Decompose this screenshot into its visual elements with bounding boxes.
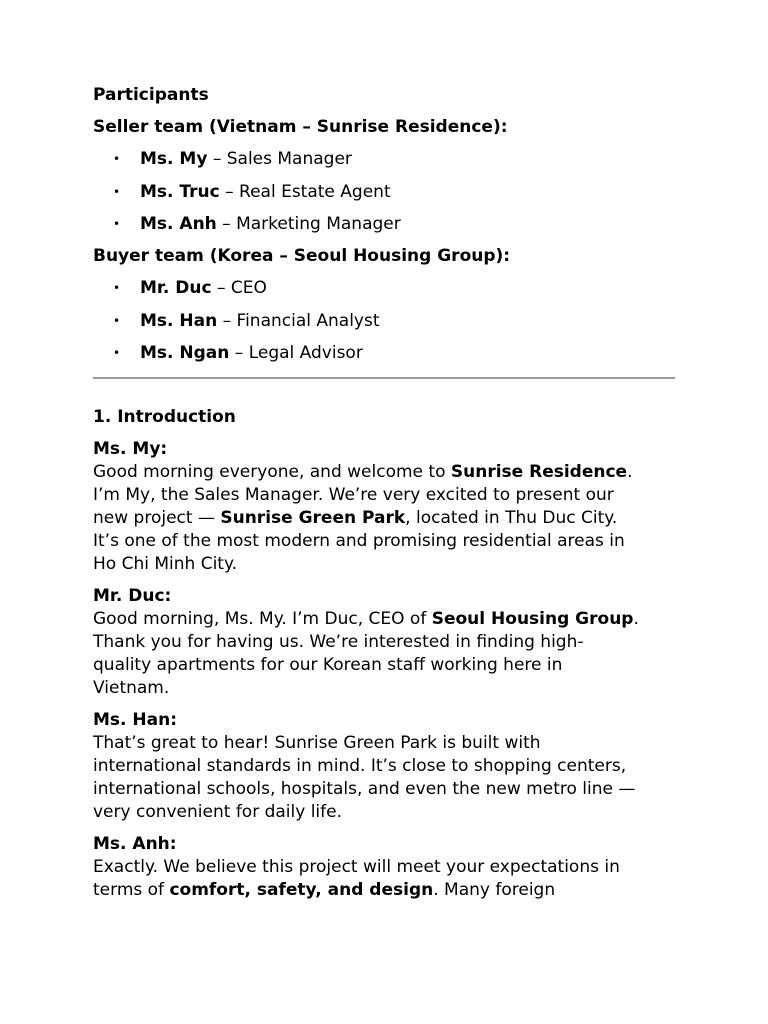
dialogue-line: international schools, hospitals, and even the new metro line —	[93, 778, 636, 799]
list-item	[93, 181, 683, 204]
dialogue-line: Ho Chi Minh City.	[93, 553, 238, 574]
line-text: . Many foreign	[433, 879, 556, 900]
speaker-name: Ms. My:	[93, 438, 168, 459]
dialogue-block	[93, 585, 683, 700]
dialogue-line: Vietnam.	[93, 677, 170, 698]
member-name: Ms. My	[140, 149, 208, 169]
bullet-icon: •	[113, 346, 121, 360]
participants-heading: Participants	[93, 85, 209, 105]
member-role: – Sales Manager	[207, 149, 352, 169]
seller-team-list	[93, 148, 683, 236]
member-name: Ms. Han	[140, 310, 218, 331]
dialogue-line: Exactly. We believe this project will meet your expectations in	[93, 856, 620, 877]
dialogue-line: It’s one of the most modern and promising residential areas in	[93, 530, 625, 551]
speaker-name: Ms. Anh:	[93, 833, 177, 854]
line-text: , located in Thu Duc City.	[405, 507, 618, 528]
list-item	[93, 310, 683, 333]
line-text: terms of	[93, 879, 170, 900]
dialogue-line	[93, 461, 683, 484]
member-role: – Real Estate Agent	[219, 181, 391, 202]
list-item	[93, 342, 683, 365]
dialogue-line: That’s great to hear! Sunrise Green Park is built with	[93, 732, 541, 753]
bullet-icon: •	[113, 184, 121, 199]
section-title: 1. Introduction	[93, 407, 236, 427]
dialogue-line: very convenient for daily life.	[93, 801, 343, 822]
emphasis-text: Seoul Housing Group	[431, 608, 634, 629]
dialogue-block	[93, 438, 683, 576]
emphasis-text: comfort, safety, and design	[169, 879, 434, 900]
dialogue-block	[93, 709, 683, 824]
list-item	[93, 213, 683, 236]
dialogue-block	[93, 833, 683, 902]
bullet-icon: •	[113, 152, 121, 166]
emphasis-text: Sunrise Residence	[450, 461, 628, 482]
dialogue-line: quality apartments for our Korean staff working here in	[93, 654, 563, 675]
member-role: – CEO	[211, 278, 267, 298]
dialogue-line	[93, 608, 683, 631]
speaker-name: Ms. Han:	[93, 709, 178, 730]
emphasis-text: Sunrise Green Park	[220, 507, 406, 528]
bullet-icon: •	[113, 313, 121, 328]
member-name: Mr. Duc	[140, 278, 212, 298]
dialogue-line	[93, 507, 683, 530]
document-content	[93, 84, 683, 911]
member-role: – Marketing Manager	[216, 214, 401, 234]
member-name: Ms. Truc	[140, 181, 220, 202]
bullet-icon: •	[113, 217, 121, 231]
section-divider	[93, 377, 675, 379]
dialogue-line: I’m My, the Sales Manager. We’re very excited to present our	[93, 484, 614, 505]
buyer-team-list	[93, 277, 683, 365]
member-role: – Financial Analyst	[217, 310, 380, 331]
line-text: .	[627, 461, 633, 482]
line-text: new project —	[93, 507, 221, 528]
member-name: Ms. Anh	[140, 214, 217, 234]
buyer-team-heading: Buyer team (Korea – Seoul Housing Group):	[93, 246, 511, 266]
list-item	[93, 148, 683, 171]
seller-team-heading: Seller team (Vietnam – Sunrise Residence):	[93, 117, 508, 137]
bullet-icon: •	[113, 281, 121, 295]
line-text: Good morning, Ms. My. I’m Duc, CEO of	[93, 608, 432, 629]
dialogue-line	[93, 879, 683, 902]
line-text: .	[633, 608, 639, 629]
member-role: – Legal Advisor	[229, 343, 363, 363]
list-item	[93, 277, 683, 300]
speaker-name: Mr. Duc:	[93, 585, 172, 606]
dialogue-line: international standards in mind. It’s close to shopping centers,	[93, 755, 627, 776]
line-text: Good morning everyone, and welcome to	[93, 461, 451, 482]
member-name: Ms. Ngan	[140, 343, 230, 363]
dialogue-line: Thank you for having us. We’re interested in finding high-	[93, 631, 584, 652]
